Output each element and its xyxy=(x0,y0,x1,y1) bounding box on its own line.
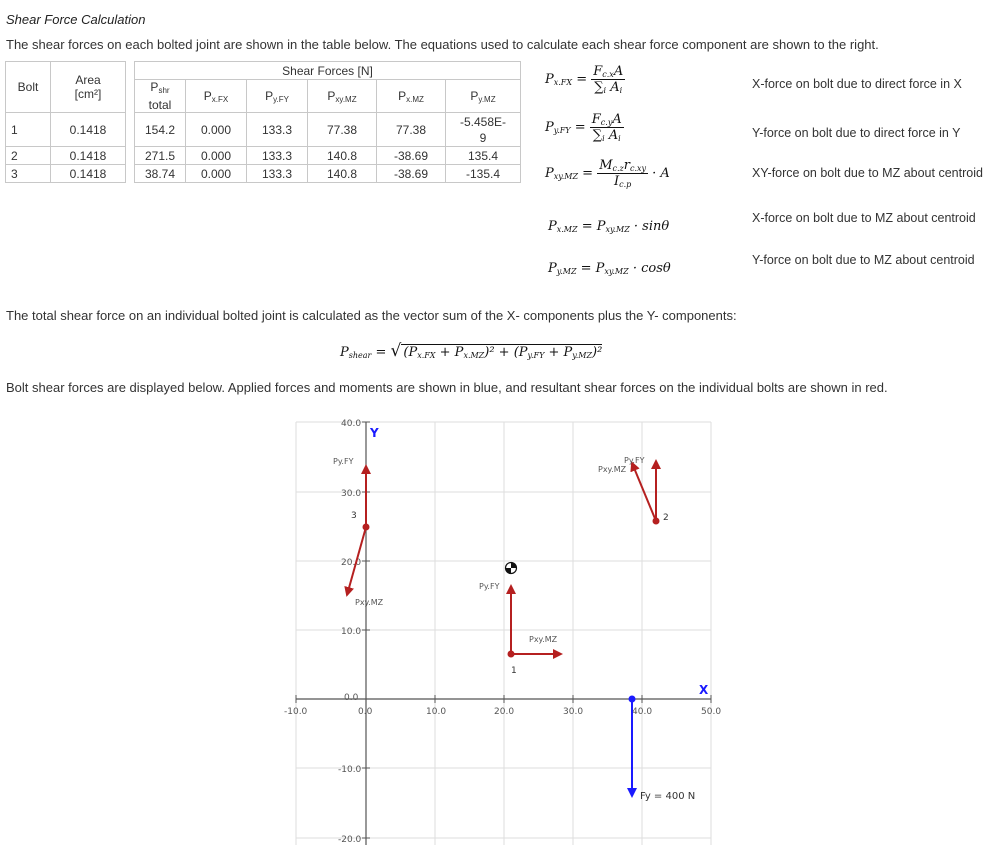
cell-pxymz: 77.38 xyxy=(308,113,377,147)
eq-num-mid: r xyxy=(623,158,630,173)
cell-pxmz: -38.69 xyxy=(377,165,446,183)
eq-sub: y.MZ xyxy=(572,351,593,360)
equation-pxy-mz: $P_{xy.MZ}$ = $\frac{M_{c.z}r_{c.xy}}{I_{c.p}}$ · A xyxy=(545,158,670,189)
eq-lhs: P xyxy=(548,219,557,234)
bolt-3 xyxy=(333,457,384,607)
cell-pxymz: 140.8 xyxy=(308,147,377,165)
eq-num-symbol: F xyxy=(591,112,601,127)
bolt-3-label: 3 xyxy=(351,511,357,521)
bolt-1-label: 1 xyxy=(511,666,517,676)
cell-pyfy: 133.3 xyxy=(247,113,308,147)
cell-pxmz: 77.38 xyxy=(377,113,446,147)
cell-area: 0.1418 xyxy=(51,147,126,165)
eq-num-symbol: M xyxy=(599,158,613,173)
y-tick-label: 40.0 xyxy=(341,419,362,429)
centroid-icon xyxy=(506,563,517,574)
equation-desc: X-force on bolt due to MZ about centroid xyxy=(752,211,976,225)
cell-pyfy: 133.3 xyxy=(247,147,308,165)
applied-force-point xyxy=(629,696,636,703)
cell-pshr: 271.5 xyxy=(135,147,186,165)
cell-area: 0.1418 xyxy=(51,165,126,183)
cell-pxymz: 140.8 xyxy=(308,165,377,183)
eq-num-mid-sub: c.xy xyxy=(629,164,647,173)
eq-rhs: = P xyxy=(581,219,606,234)
eq-lhs-sub: shear xyxy=(348,351,372,360)
intro-text: The shear forces on each bolted joint are shown in the table below. The equations used to calculate each shear force component are shown to the right. xyxy=(6,37,879,52)
cell-bolt: 3 xyxy=(6,165,51,183)
bolt-3-marker xyxy=(363,524,370,531)
eq-sub: x.FX xyxy=(417,351,436,360)
cell-bolt: 2 xyxy=(6,147,51,165)
centroid-quadrant xyxy=(511,563,517,569)
cell-pxmz: -38.69 xyxy=(377,147,446,165)
bolt-1-pyfy-label: Py.FY xyxy=(479,582,500,591)
bolt-1-pxymz-label: Pxy.MZ xyxy=(529,635,558,644)
cell-pshr: 38.74 xyxy=(135,165,186,183)
eq-rhs-sub: xy.MZ xyxy=(605,225,630,234)
eq-part: )² xyxy=(592,345,603,360)
x-axis-label: X xyxy=(699,683,709,697)
cell-bolt: 1 xyxy=(6,113,51,147)
equation-desc: X-force on bolt due to direct force in X xyxy=(752,77,962,91)
y-tick-label: 0.0 xyxy=(344,693,359,703)
cell-pymz-part2: 9 xyxy=(479,130,487,145)
bolt-1 xyxy=(479,582,561,676)
eq-den-tail: A xyxy=(610,80,620,95)
col-header-pyfy-sub: y.FY xyxy=(273,94,289,104)
eq-sub: x.MZ xyxy=(463,351,485,360)
eq-den-sub: i xyxy=(602,134,605,143)
eq-equals: = xyxy=(375,345,387,360)
eq-lhs: P xyxy=(548,261,557,276)
col-header-bolt: Bolt xyxy=(6,62,51,113)
bolt-2 xyxy=(598,456,669,525)
eq-num-sub: c.z xyxy=(612,164,624,173)
equation-desc: XY-force on bolt due to MZ about centroid xyxy=(752,166,983,180)
eq-num-tail: A xyxy=(613,64,624,79)
col-header-area-label: Area xyxy=(75,73,101,87)
page-title: Shear Force Calculation xyxy=(6,12,146,27)
cell-pxfx: 0.000 xyxy=(186,165,247,183)
cell-area: 0.1418 xyxy=(51,113,126,147)
y-axis-label: Y xyxy=(370,426,379,440)
eq-den-sub: c.p xyxy=(619,180,632,189)
eq-num-sub: c.x xyxy=(602,70,614,79)
cell-pyfy: 133.3 xyxy=(247,165,308,183)
x-tick-label: 0.0 xyxy=(358,707,373,717)
eq-part: (P xyxy=(403,345,418,360)
cell-pymz: -135.4 xyxy=(446,165,521,183)
col-header-pymz-base: P xyxy=(470,88,479,103)
y-tick-labels xyxy=(338,419,362,845)
x-tick-label: -10.0 xyxy=(284,707,308,717)
bolt-3-pxymz-label: Pxy.MZ xyxy=(355,598,384,607)
col-header-pshr-sub: shr xyxy=(158,86,170,95)
eq-den-symbol: ∑ xyxy=(594,80,604,95)
x-tick-label: 30.0 xyxy=(563,707,584,717)
eq-part: )² + (P xyxy=(484,345,528,360)
col-header-pxmz-sub: x.MZ xyxy=(406,94,424,104)
col-header-pxmz-base: P xyxy=(398,88,407,103)
eq-lhs: P xyxy=(340,345,349,360)
eq-lhs-sub: x.MZ xyxy=(556,225,578,234)
y-tick-label: 20.0 xyxy=(341,558,362,568)
bolt-2-marker xyxy=(653,518,660,525)
equation-desc: Y-force on bolt due to MZ about centroid xyxy=(752,253,975,267)
eq-part: + P xyxy=(439,345,464,360)
eq-lhs: P xyxy=(545,72,554,87)
col-header-pymz-sub: y.MZ xyxy=(478,94,496,104)
col-header-pxymz-base: P xyxy=(327,88,336,103)
x-tick-label: 50.0 xyxy=(701,707,722,717)
col-header-pxfx-sub: x.FX xyxy=(211,94,229,104)
total-shear-note: The total shear force on an individual bolted joint is calculated as the vector sum of the X- components plus the Y- components: xyxy=(6,308,737,323)
equation-py-fy: $P_{y.FY}$ = $\frac{F_{c.y}A}{\sum_i A_i}$ xyxy=(545,112,622,143)
equation-px-fx: $P_{x.FX}$ = $\frac{F_{c.x}A}{\sum_i A_i}$ xyxy=(545,64,624,95)
eq-lhs: P xyxy=(545,120,554,135)
eq-rhs: = P xyxy=(580,261,605,276)
col-header-pyfy-base: P xyxy=(265,88,274,103)
bolt-2-pyfy-label: Py.FY xyxy=(624,456,645,465)
sqrt-icon: √ xyxy=(390,341,402,361)
y-tick-label: 30.0 xyxy=(341,489,362,499)
bolt-2-pxymz-label: Pxy.MZ xyxy=(598,465,627,474)
eq-lhs-sub: y.FY xyxy=(553,126,571,135)
col-header-pxymz-sub: xy.MZ xyxy=(335,94,357,104)
col-header-pshr-base: P xyxy=(150,80,159,94)
display-note: Bolt shear forces are displayed below. Applied forces and moments are shown in blue, and resultant shear forces on the individual bolts are shown in red. xyxy=(6,380,888,395)
eq-den-symbol: ∑ xyxy=(592,128,603,143)
eq-part: + P xyxy=(548,345,573,360)
eq-den-symbol: I xyxy=(613,174,620,189)
cell-pxfx: 0.000 xyxy=(186,147,247,165)
group-header-shear-forces: Shear Forces [N] xyxy=(135,62,521,80)
eq-tail: · sinθ xyxy=(633,219,670,234)
x-tick-label: 20.0 xyxy=(494,707,515,717)
cell-pxfx: 0.000 xyxy=(186,113,247,147)
eq-tail: · cosθ xyxy=(632,261,671,276)
eq-lhs-sub: xy.MZ xyxy=(553,172,579,181)
eq-den-tail-sub: i xyxy=(619,86,623,95)
col-header-pshr-total: total xyxy=(148,98,172,112)
cell-pshr: 154.2 xyxy=(135,113,186,147)
eq-den-tail: A xyxy=(608,128,619,143)
y-tick-label: 10.0 xyxy=(341,627,362,637)
x-tick-label: 40.0 xyxy=(632,707,653,717)
x-tick-label: 10.0 xyxy=(426,707,447,717)
eq-lhs-sub: y.MZ xyxy=(556,267,577,276)
eq-den-sub: i xyxy=(603,86,607,95)
bolt-1-marker xyxy=(508,651,515,658)
eq-num-symbol: F xyxy=(593,64,603,79)
cell-pymz: 135.4 xyxy=(446,147,521,165)
eq-den-tail-sub: i xyxy=(618,134,621,143)
eq-tail: · A xyxy=(652,166,670,181)
col-header-pxfx-base: P xyxy=(203,88,212,103)
eq-sub: y.FY xyxy=(527,351,545,360)
equation-desc: Y-force on bolt due to direct force in Y xyxy=(752,126,961,140)
applied-force-label: Fy = 400 N xyxy=(640,791,696,802)
eq-lhs: P xyxy=(545,166,554,181)
bolt-3-pyfy-label: Py.FY xyxy=(333,457,354,466)
eq-rhs-sub: xy.MZ xyxy=(604,267,629,276)
y-tick-label: -20.0 xyxy=(338,835,362,845)
centroid-quadrant xyxy=(506,568,512,574)
y-tick-label: -10.0 xyxy=(338,765,362,775)
cell-pymz-part1: -5.458E- xyxy=(459,114,507,129)
eq-num-sub: c.y xyxy=(600,118,613,127)
x-tick-labels xyxy=(284,707,721,717)
bolt-2-label: 2 xyxy=(663,513,669,523)
eq-lhs-sub: x.FX xyxy=(553,78,573,87)
eq-num-tail: A xyxy=(612,112,622,127)
col-header-area-unit: [cm²] xyxy=(74,87,102,101)
